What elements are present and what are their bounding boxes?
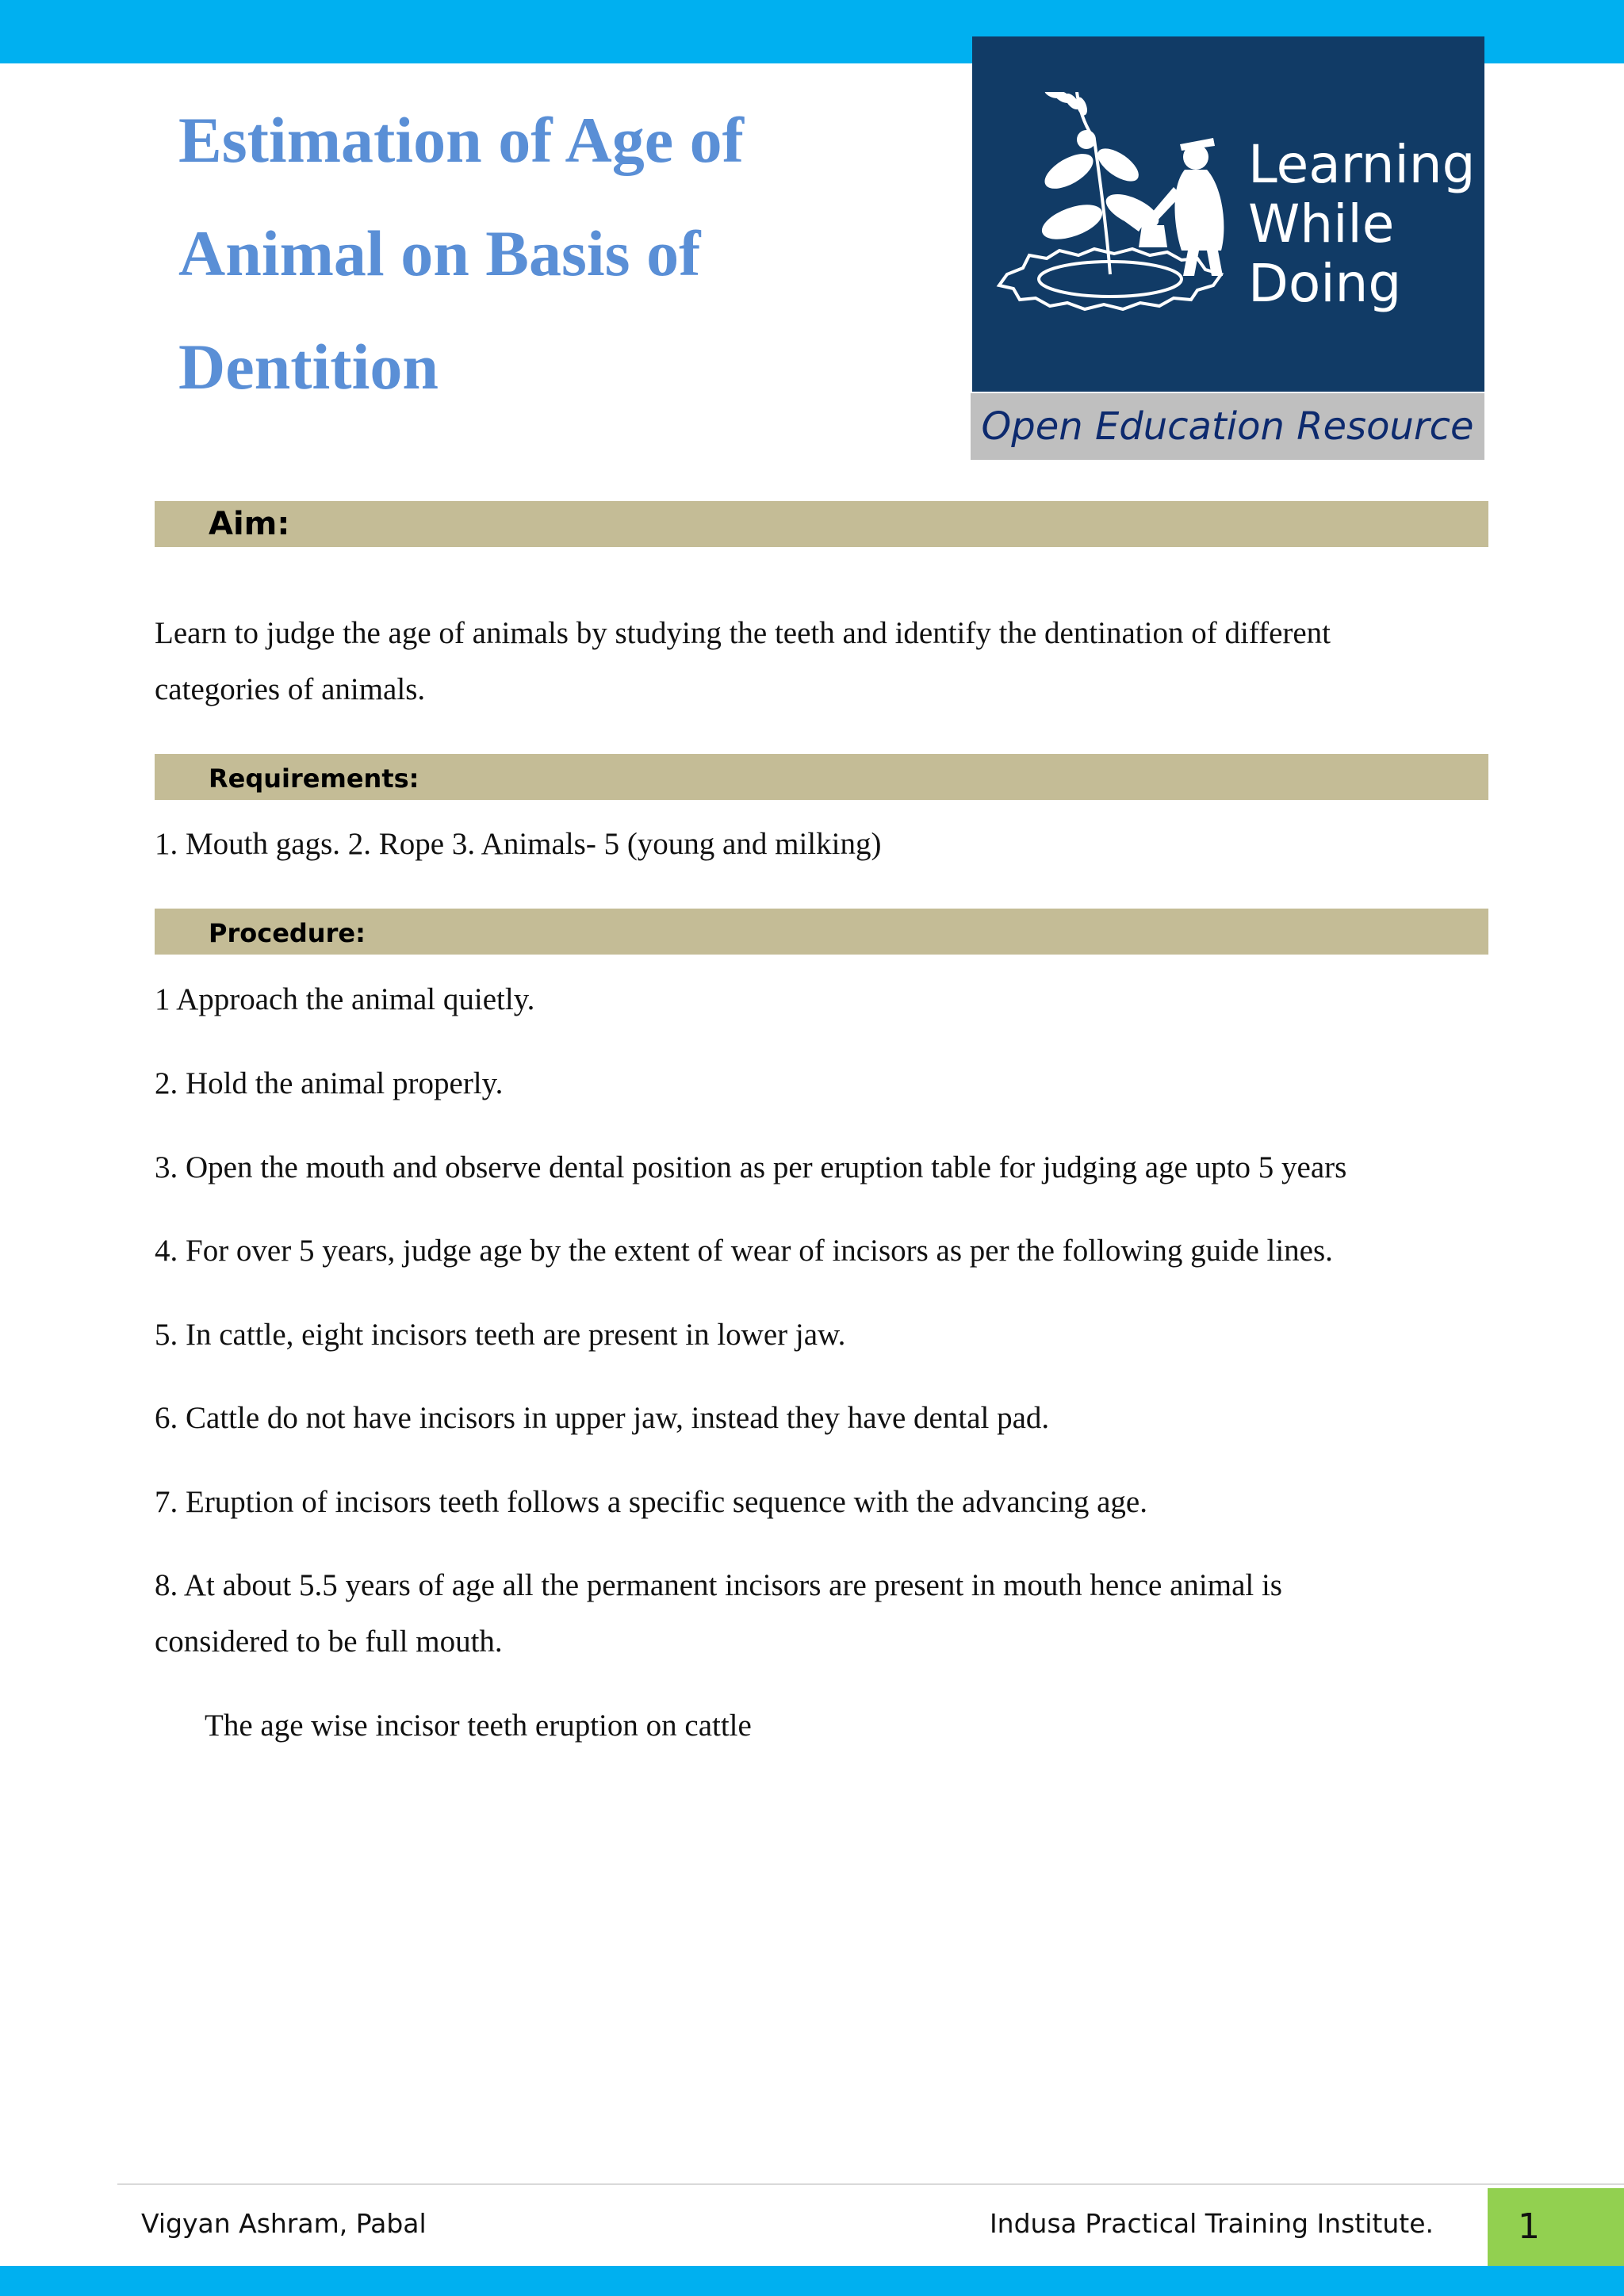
procedure-heading: Procedure: (209, 918, 366, 948)
open-education-resource-label: Open Education Resource (971, 393, 1484, 460)
procedure-step: 5. In cattle, eight incisors teeth are present in lower jaw. (155, 1318, 846, 1352)
title-line-2: Animal on Basis of (178, 217, 701, 289)
aim-text-line-1: Learn to judge the age of animals by studying the teeth and identify the dentination of different (155, 616, 1331, 650)
aim-heading: Aim: (209, 506, 290, 542)
logo-text-line-3: Doing (1248, 253, 1402, 314)
eruption-caption: The age wise incisor teeth eruption on cattle (205, 1709, 752, 1743)
footer-organization: Vigyan Ashram, Pabal (141, 2208, 427, 2239)
footer-institute: Indusa Practical Training Institute. (989, 2208, 1434, 2239)
logo-text-line-1: Learning (1248, 134, 1476, 195)
requirements-heading: Requirements: (209, 763, 419, 794)
procedure-step: 3. Open the mouth and observe dental position as per eruption table for judging age upto 5 years (155, 1150, 1347, 1184)
logo-text-line-2: While (1248, 193, 1395, 254)
footer-divider (117, 2183, 1624, 2185)
requirements-section-bar (155, 754, 1488, 800)
procedure-step: 4. For over 5 years, judge age by the extent of wear of incisors as per the following guide lines. (155, 1234, 1333, 1268)
aim-text-line-2: categories of animals. (155, 672, 426, 706)
procedure-step: 8. At about 5.5 years of age all the permanent incisors are present in mouth hence animal is (155, 1568, 1282, 1602)
procedure-step: 7. Eruption of incisors teeth follows a specific sequence with the advancing age. (155, 1485, 1147, 1519)
procedure-step: 1 Approach the animal quietly. (155, 982, 535, 1016)
requirements-text: 1. Mouth gags. 2. Rope 3. Animals- 5 (young and milking) (155, 827, 882, 861)
aim-section-bar (155, 501, 1488, 547)
learning-while-doing-logo (972, 36, 1484, 392)
gardener-plant-icon (983, 92, 1245, 338)
procedure-step: 6. Cattle do not have incisors in upper jaw, instead they have dental pad. (155, 1401, 1050, 1435)
page-number: 1 (1488, 2188, 1624, 2266)
procedure-step: 2. Hold the animal properly. (155, 1066, 504, 1100)
title-line-1: Estimation of Age of (178, 104, 744, 176)
procedure-section-bar (155, 909, 1488, 955)
title-line-3: Dentition (178, 331, 439, 403)
procedure-step-continuation: considered to be full mouth. (155, 1624, 503, 1659)
document-title (178, 83, 829, 423)
logo-text (1248, 135, 1476, 313)
bottom-color-band (0, 2266, 1624, 2296)
